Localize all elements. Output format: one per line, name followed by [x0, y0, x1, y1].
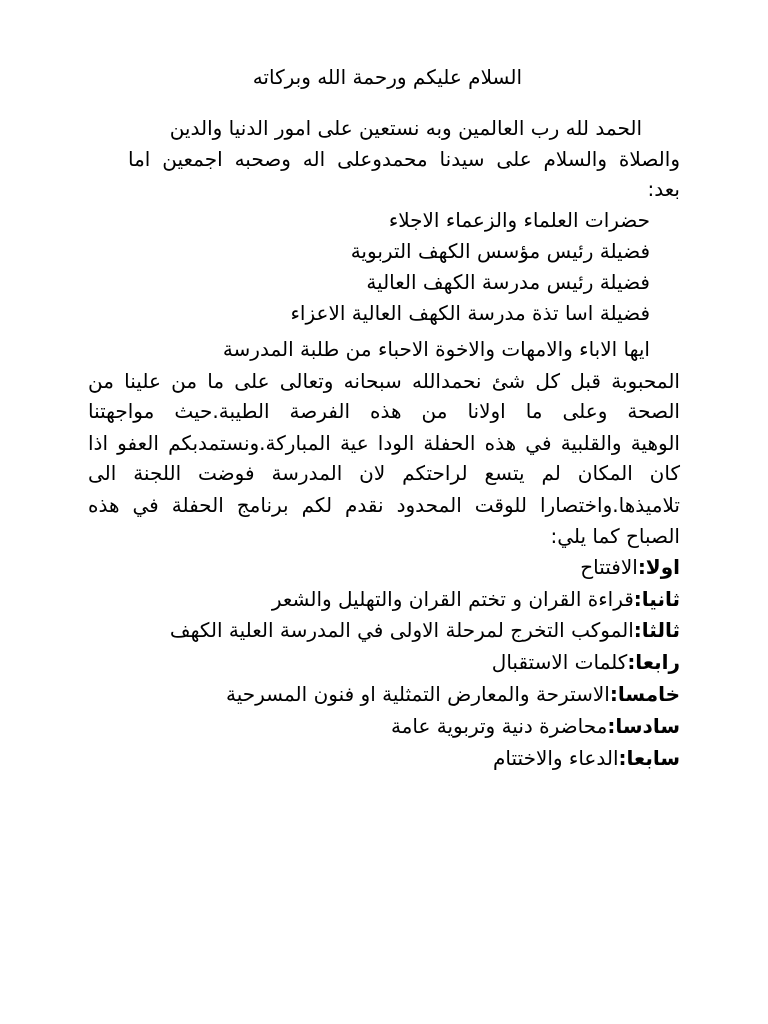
body-line: الصحة وعلى ما اولانا من هذه الفرصة الطيبة.حيث مواجهتنا — [88, 399, 680, 423]
praise-line: بعد: — [647, 177, 680, 201]
body-line: تلاميذها.واختصارا للوقت المحدود نقدم لكم برنامج الحفلة في هذه — [88, 493, 680, 517]
program-item-text: قراءة القران و تختم القران والتهليل والشعر — [271, 587, 634, 611]
program-item-label: سابعا: — [618, 746, 680, 770]
praise-line: والصلاة والسلام على سيدنا محمدوعلى اله وصحبه اجمعين اما — [128, 147, 680, 171]
body-line: الصباح كما يلي: — [550, 524, 680, 548]
addressee-line: حضرات العلماء والزعماء الاجلاء — [388, 208, 650, 232]
program-item — [272, 584, 680, 614]
addressee-line: فضيلة رئيس مدرسة الكهف العالية — [366, 270, 650, 294]
body-line: ايها الاباء والامهات والاخوة الاحباء من طلبة المدرسة — [222, 337, 650, 361]
program-item — [391, 711, 680, 741]
program-item-label: سادسا: — [607, 714, 680, 738]
program-item — [580, 552, 680, 582]
program-item — [226, 679, 680, 709]
program-item-text: كلمات الاستقبال — [491, 650, 628, 674]
program-item-label: رابعا: — [627, 650, 680, 674]
praise-line: الحمد لله رب العالمين وبه نستعين على امور الدنيا والدين — [169, 116, 642, 140]
program-item — [170, 615, 680, 645]
program-item-label: اولا: — [637, 555, 680, 579]
addressee-line: فضيلة رئيس مؤسس الكهف التربوية — [350, 239, 650, 263]
body-line: كان المكان لم يتسع لراحتكم لان المدرسة فوضت اللجنة الى — [88, 461, 680, 485]
program-item-text: الموكب التخرج لمرحلة الاولى في المدرسة العلية الكهف — [169, 618, 634, 642]
body-line: الوهية والقلبية في هذه الحفلة الودا عية المباركة.ونستمدبكم العفو اذا — [88, 431, 680, 455]
program-item — [493, 743, 680, 773]
program-item-text: الاسترحة والمعارض التمثلية او فنون المسرحية — [226, 682, 610, 706]
program-item-text: محاضرة دنية وتربوية عامة — [390, 714, 608, 738]
greeting-line: السلام عليكم ورحمة الله وبركاته — [252, 65, 522, 89]
program-item — [492, 647, 680, 677]
program-item-label: خامسا: — [609, 682, 680, 706]
body-line: المحبوبة قبل كل شئ نحمدالله سبحانه وتعالى على ما من علينا من — [88, 369, 680, 393]
program-item-text: الافتتاح — [580, 555, 638, 579]
program-item-label: ثانيا: — [633, 587, 680, 611]
program-item-text: الدعاء والاختتام — [493, 746, 619, 770]
program-item-label: ثالثا: — [633, 618, 680, 642]
addressee-line: فضيلة اسا تذة مدرسة الكهف العالية الاعزاء — [290, 301, 650, 325]
